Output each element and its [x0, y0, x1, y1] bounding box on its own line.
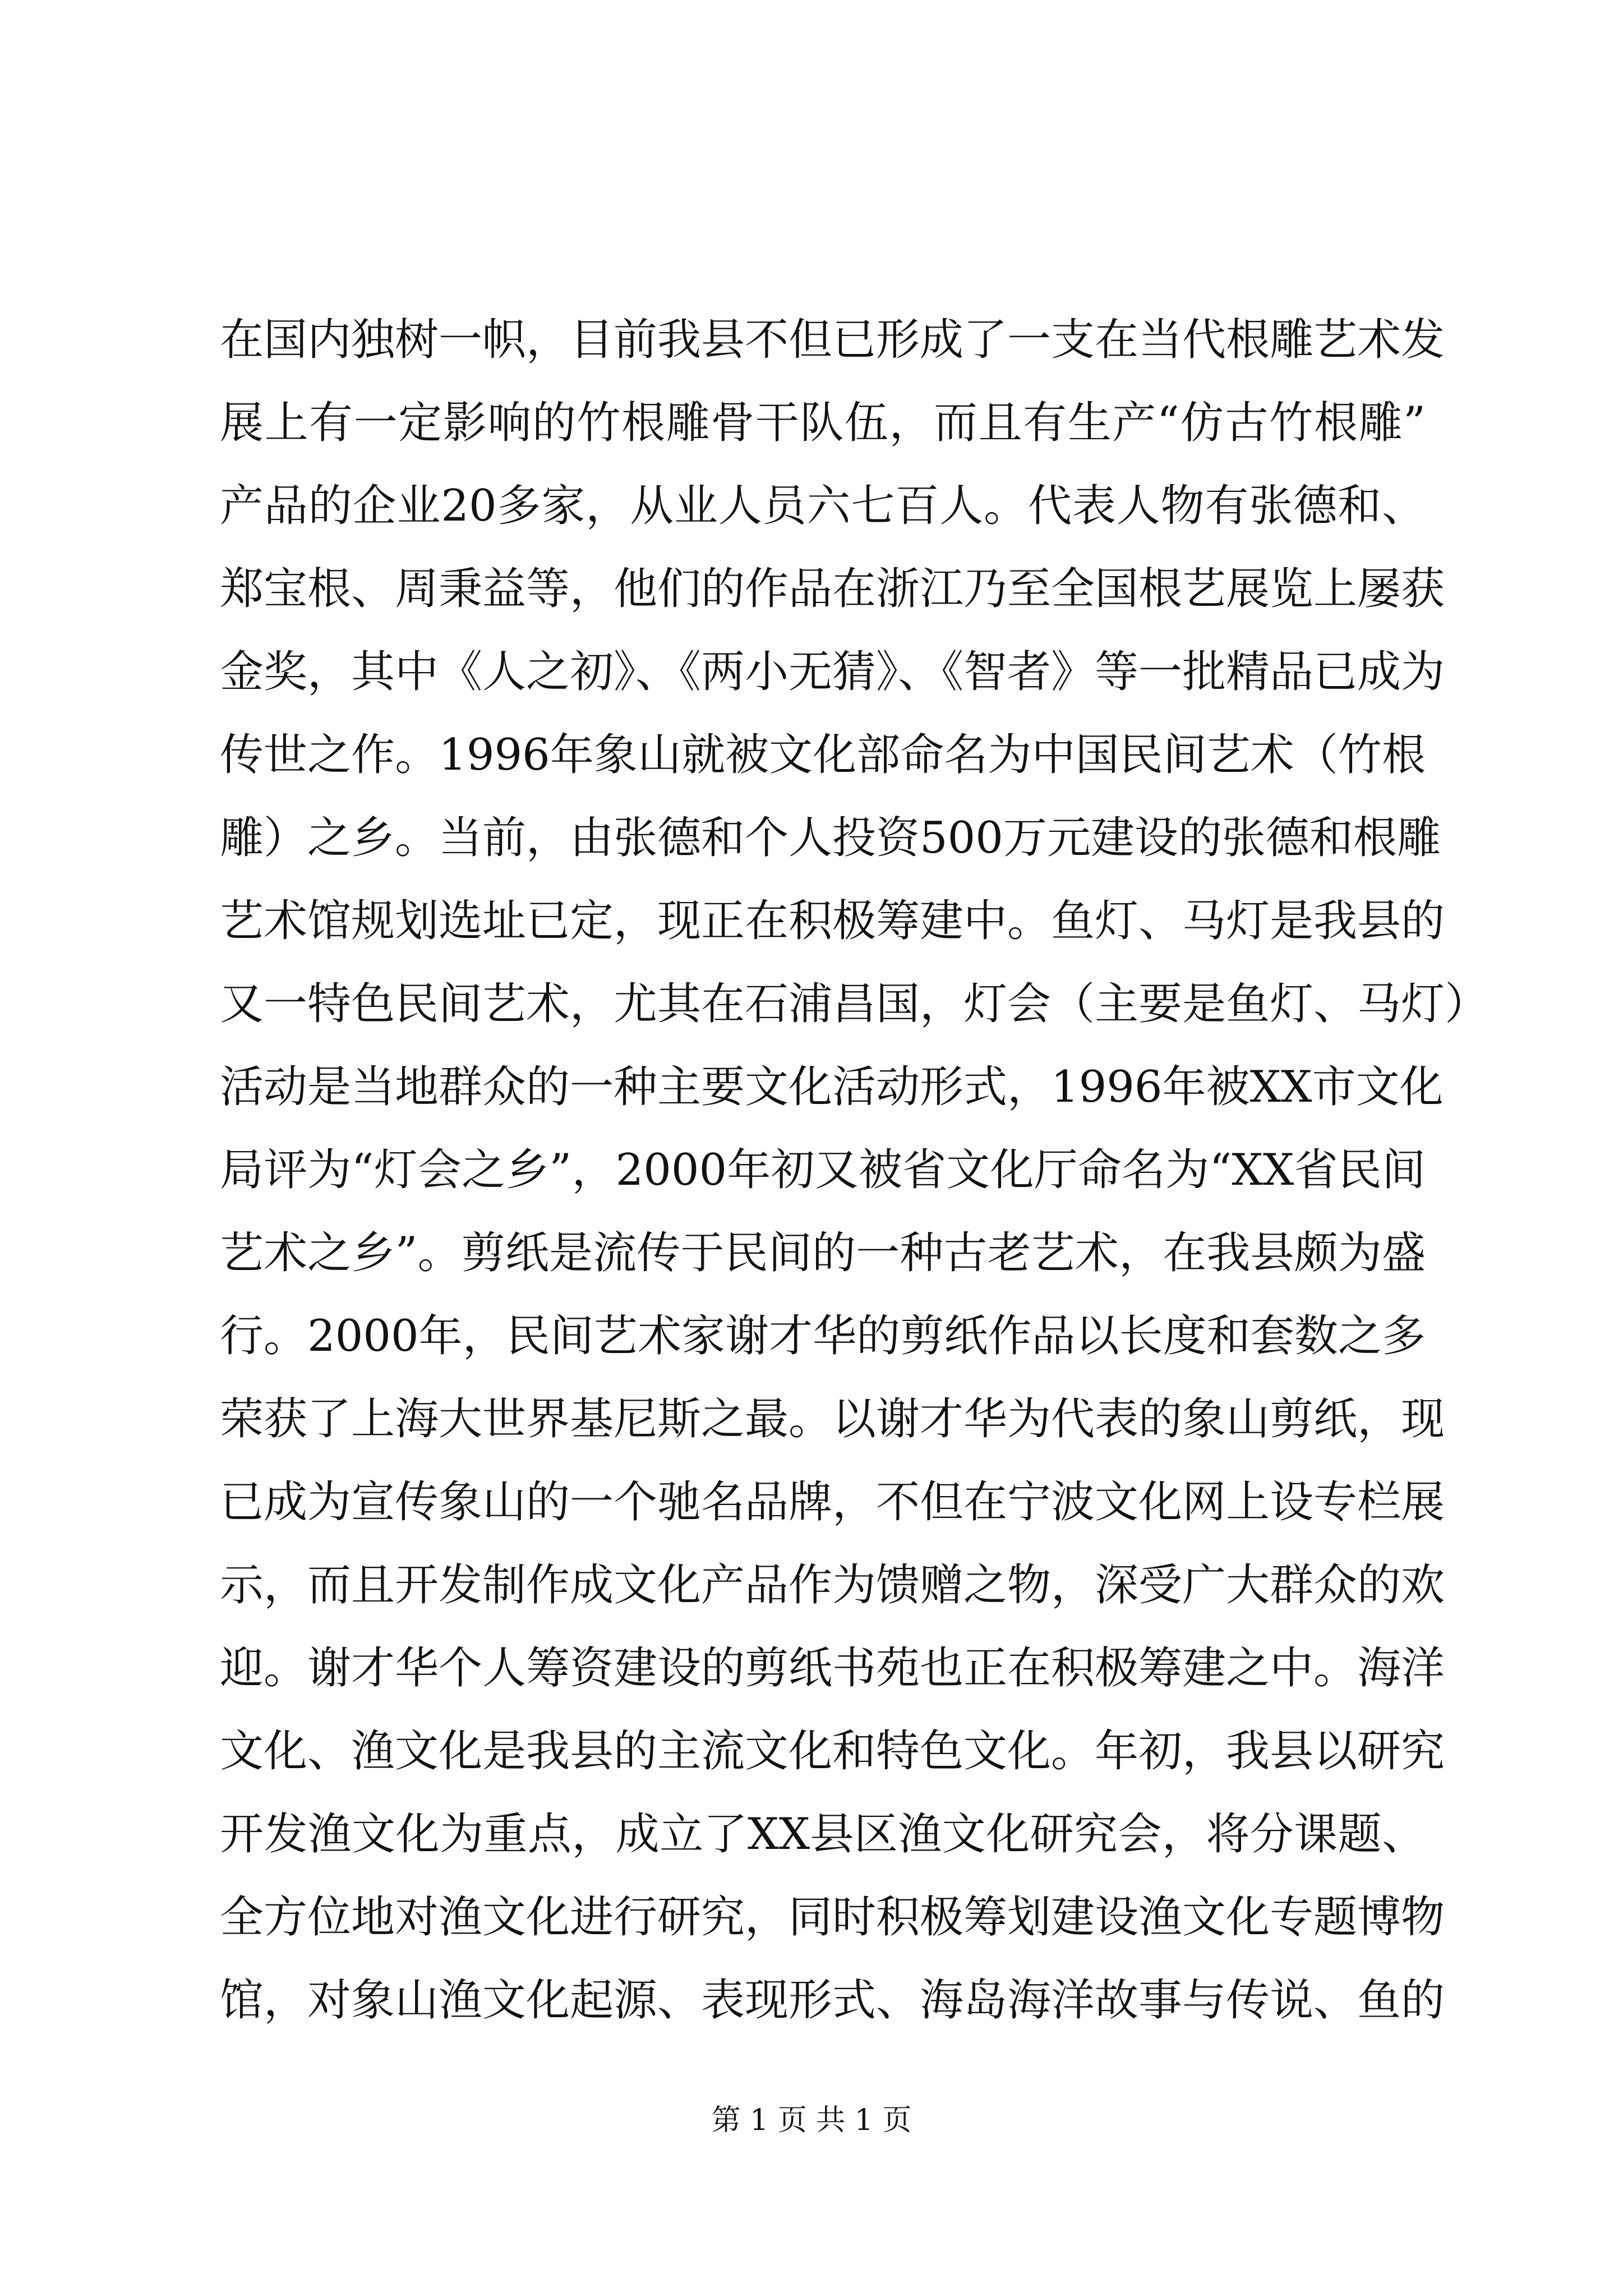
text-line: 全方位地对渔文化进行研究，同时积极筹划建设渔文化专题博物	[220, 1892, 1445, 1943]
text-line: 在国内独树一帜，目前我县不但已形成了一支在当代根雕艺术发	[220, 315, 1445, 365]
text-line: 金奖，其中《人之初》、《两小无猜》、《智者》等一批精品已成为	[220, 647, 1445, 697]
text-line: 传世之作。1996年象山就被文化部命名为中国民间艺术（竹根	[220, 730, 1426, 780]
text-line: 文化、渔文化是我县的主流文化和特色文化。年初，我县以研究	[220, 1726, 1445, 1777]
body-text	[220, 298, 1489, 2042]
text-line: 艺术馆规划选址已定，现正在积极筹建中。鱼灯、马灯是我县的	[220, 896, 1445, 946]
text-line: 迎。谢才华个人筹资建设的剪纸书苑也正在积极筹建之中。海洋	[220, 1643, 1445, 1694]
text-line: 艺术之乡”。剪纸是流传于民间的一种古老艺术，在我县颇为盛	[220, 1228, 1426, 1278]
text-line: 荣获了上海大世界基尼斯之最。以谢才华为代表的象山剪纸，现	[220, 1394, 1445, 1444]
text-line: 雕）之乡。当前，由张德和个人投资500万元建设的张德和根雕	[220, 813, 1441, 863]
text-line: 又一特色民间艺术，尤其在石浦昌国，灯会（主要是鱼灯、马灯）	[220, 979, 1489, 1029]
text-line: 开发渔文化为重点，成立了XX县区渔文化研究会，将分课题、	[220, 1809, 1426, 1860]
text-line: 产品的企业20多家，从业人员六七百人。代表人物有张德和、	[220, 481, 1426, 531]
text-line: 郑宝根、周秉益等，他们的作品在浙江乃至全国根艺展览上屡获	[220, 564, 1445, 614]
text-line: 活动是当地群众的一种主要文化活动形式，1996年被XX市文化	[220, 1062, 1444, 1112]
text-line: 局评为“灯会之乡”，2000年初又被省文化厅命名为“XX省民间	[220, 1145, 1426, 1195]
text-line: 已成为宣传象山的一个驰名品牌，不但在宁波文化网上设专栏展	[220, 1477, 1445, 1527]
text-line: 馆，对象山渔文化起源、表现形式、海岛海洋故事与传说、鱼的	[220, 1975, 1445, 2026]
text-line: 行。2000年，民间艺术家谢才华的剪纸作品以长度和套数之多	[220, 1311, 1426, 1361]
text-line: 示，而且开发制作成文化产品作为馈赠之物，深受广大群众的欢	[220, 1560, 1445, 1611]
page-footer: 第 1 页 共 1 页	[711, 2104, 912, 2137]
text-line: 展上有一定影响的竹根雕骨干队伍，而且有生产“仿古竹根雕”	[220, 398, 1426, 448]
